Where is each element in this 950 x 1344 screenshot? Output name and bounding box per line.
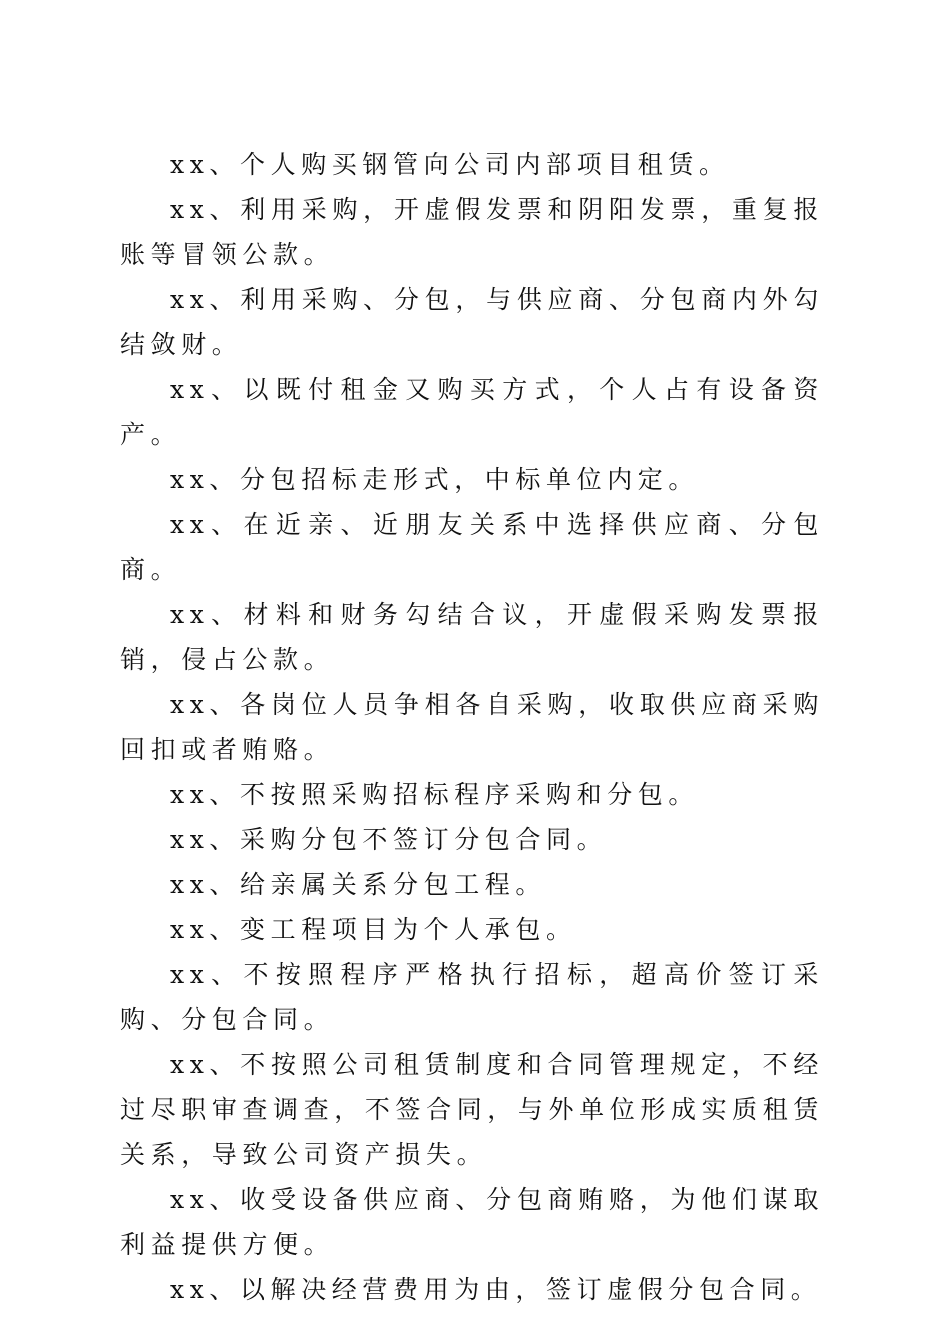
paragraph-9: xx、不按照采购招标程序采购和分包。 (170, 780, 699, 809)
paragraph-14: xx、不按照公司租赁制度和合同管理规定，不经过尽职审查调查，不签合同，与外单位形成实质租赁关系，导致公司资产损失。 (120, 1050, 824, 1169)
paragraph-12: xx、变工程项目为个人承包。 (170, 915, 577, 944)
document-body (120, 142, 824, 1312)
paragraph-4: xx、以既付租金又购买方式，个人占有设备资产。 (120, 375, 824, 449)
paragraph-13: xx、不按照程序严格执行招标，超高价签订采购、分包合同。 (120, 960, 824, 1034)
paragraph-6: xx、在近亲、近朋友关系中选择供应商、分包商。 (120, 510, 824, 584)
paragraph-8: xx、各岗位人员争相各自采购，收取供应商采购回扣或者贿赂。 (120, 690, 824, 764)
paragraph-7: xx、材料和财务勾结合议，开虚假采购发票报销，侵占公款。 (120, 600, 824, 674)
paragraph-11: xx、给亲属关系分包工程。 (170, 870, 546, 899)
paragraph-3: xx、利用采购、分包，与供应商、分包商内外勾结敛财。 (120, 285, 824, 359)
paragraph-16: xx、以解决经营费用为由，签订虚假分包合同。 (170, 1275, 822, 1304)
paragraph-1: xx、个人购买钢管向公司内部项目租赁。 (170, 150, 730, 179)
paragraph-10: xx、采购分包不签订分包合同。 (170, 825, 608, 854)
paragraph-5: xx、分包招标走形式，中标单位内定。 (170, 465, 699, 494)
paragraph-15: xx、收受设备供应商、分包商贿赂，为他们谋取利益提供方便。 (120, 1185, 824, 1259)
paragraph-2: xx、利用采购，开虚假发票和阴阳发票，重复报账等冒领公款。 (120, 195, 824, 269)
